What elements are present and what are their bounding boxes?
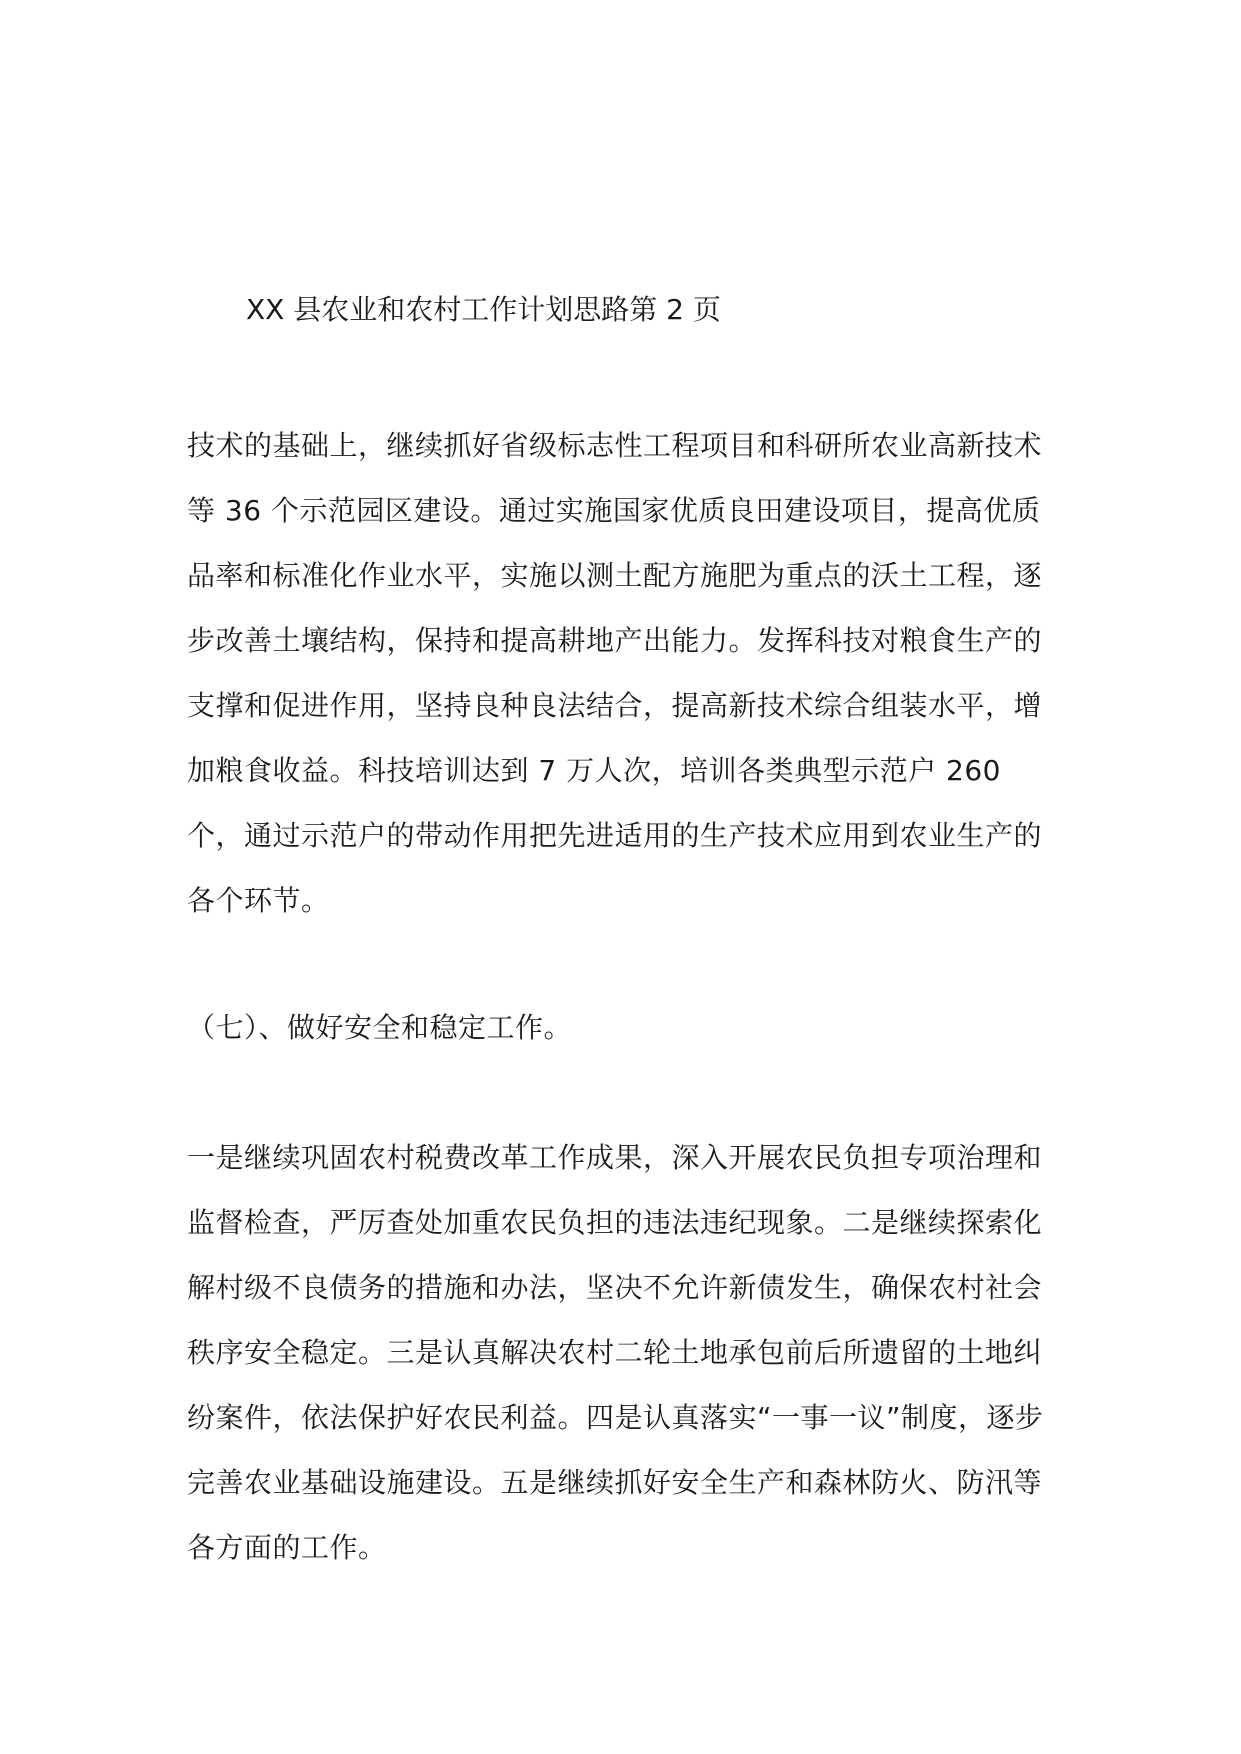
page-title: XX 县农业和农村工作计划思路第 2 页 xyxy=(246,293,721,326)
body-paragraph: 一是继续巩固农村税费改革工作成果，深入开展农民负担专项治理和监督检查，严厉查处加重农民负担的违法违纪现象。二是继续探索化解村级不良债务的措施和办法，坚决不允许新债发生，确保农村社会秩序安全稳定。三是认真解决农村二轮土地承包前后所遗留的土地纠纷案件，依法保护好农民利益。四是认真落实“一事一议”制度，逐步完善农业基础设施建设。五是继续抓好安全生产和森林防火、防汛等各方面的工作。 xyxy=(187,1141,1044,1564)
body-paragraph: 技术的基础上，继续抓好省级标志性工程项目和科研所农业高新技术等 36 个示范园区建设。通过实施国家优质良田建设项目，提高优质品率和标准化作业水平，实施以测土配方施肥为重点的沃土工程，逐步改善土壤结构，保持和提高耕地产出能力。发挥科技对粮食生产的支撑和促进作用，坚持良种良法结合，提高新技术综合组装水平，增加粮食收益。科技培训达到 7 万人次，培训各类典型示范户 260 个，通过示范户的带动作用把先进适用的生产技术应用到农业生产的各个环节。 xyxy=(187,429,1043,917)
section-heading: （七）、做好安全和稳定工作。 xyxy=(187,1011,573,1044)
